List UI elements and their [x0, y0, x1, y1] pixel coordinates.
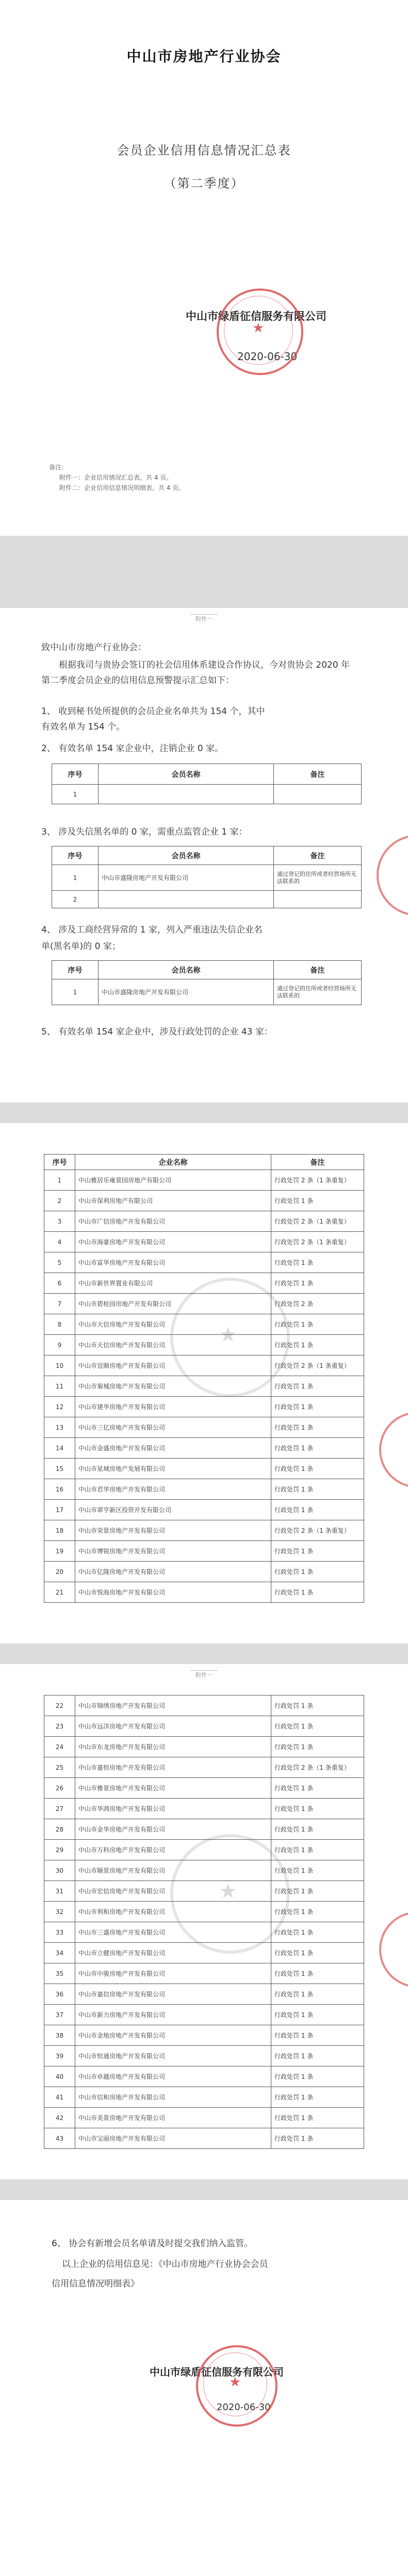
cell-index: 43	[44, 2128, 75, 2149]
table-row	[44, 1696, 364, 1716]
cell-index: 14	[44, 1438, 75, 1459]
item-4-line-b: 单(黑名单)的 0 家；	[41, 941, 121, 952]
cell-index: 9	[44, 1335, 75, 1355]
table-row	[44, 1902, 364, 1922]
table-row	[44, 1252, 364, 1273]
cell-index: 24	[44, 1737, 75, 1757]
table-row	[44, 1438, 364, 1459]
cell-name	[99, 785, 274, 804]
cell-remark: 行政处罚 1 条	[271, 1252, 364, 1273]
cell-name: 中山市海豪房地产开发有限公司	[75, 1232, 271, 1252]
cell-index: 35	[44, 1963, 75, 1984]
col-header-index: 序号	[52, 764, 99, 785]
table-row	[44, 2087, 364, 2108]
cover-page	[0, 0, 408, 536]
closing-date: 2020-06-30	[217, 2402, 271, 2413]
attachment-note-label: 备注：	[49, 464, 68, 471]
company-seal: ★	[196, 2345, 278, 2427]
table-row	[52, 785, 362, 804]
cell-name: 中山市中骏房地产开发有限公司	[75, 1963, 271, 1984]
cell-remark: 行政处罚 1 条	[271, 1696, 364, 1716]
cell-index: 41	[44, 2087, 75, 2108]
page-header-mark: 附件一	[0, 614, 408, 623]
cell-remark: 行政处罚 2 条（1 条重复）	[271, 1211, 364, 1232]
col-header-remark: 备注	[271, 1155, 364, 1170]
cell-name: 中山市万科房地产开发有限公司	[75, 1840, 271, 1860]
cell-name: 中山市荣景房地产开发有限公司	[75, 1520, 271, 1541]
cell-name: 中山市远洋房地产开发有限公司	[75, 1716, 271, 1737]
cell-name: 中山市广信房地产开发有限公司	[75, 1211, 271, 1232]
cell-name: 中山市宝丽房地产开发有限公司	[75, 2128, 271, 2149]
table-row	[44, 1500, 364, 1520]
cancelled-table	[52, 764, 362, 804]
cell-remark: 行政处罚 1 条	[271, 1459, 364, 1479]
table-row	[44, 1799, 364, 1819]
cell-remark: 行政处罚 1 条	[271, 2066, 364, 2087]
table-row	[44, 2005, 364, 2025]
table-row	[44, 1397, 364, 1417]
cell-name: 中山市美景房地产开发有限公司	[75, 2108, 271, 2128]
cell-name: 中山市建华房地产开发有限公司	[75, 1397, 271, 1417]
cell-index: 36	[44, 1984, 75, 2005]
table-row	[44, 1479, 364, 1500]
edge-seal	[379, 1911, 408, 1988]
cell-name: 中山市宏信房地产开发有限公司	[75, 1881, 271, 1902]
cell-remark: 行政处罚 1 条	[271, 1376, 364, 1397]
col-header-remark: 备注	[274, 764, 362, 785]
cell-name: 中山雅居乐雍景园房地产有限公司	[75, 1170, 271, 1191]
cell-remark: 行政处罚 1 条	[271, 1799, 364, 1819]
table-row	[44, 1355, 364, 1376]
item-6: 6、 协会有新增会员名单请及时提交我们纳入监管。	[52, 2239, 253, 2249]
watermark-seal: ★	[170, 1834, 290, 1954]
table-row	[44, 1737, 364, 1757]
cell-index: 30	[44, 1860, 75, 1881]
cell-remark: 行政处罚 1 条	[271, 1500, 364, 1520]
table-row	[44, 1273, 364, 1294]
intro-paragraph: 根据我司与贵协会签订的社会信用体系建设合作协议，今对贵协会 2020 年第二季度会员企业的信用信息预警提示汇总如下：	[41, 660, 350, 686]
cell-name: 中山市君华房地产开发有限公司	[75, 1479, 271, 1500]
cell-remark: 行政处罚 1 条	[271, 1397, 364, 1417]
watermark-seal: ★	[170, 1278, 290, 1397]
item-1-line-a: 1、 收到秘书处所提供的会员企业名单共为 154 个，其中	[41, 706, 265, 717]
table-row	[44, 1562, 364, 1582]
table-row	[44, 1943, 364, 1963]
cell-remark: 行政处罚 1 条	[271, 1902, 364, 1922]
cell-index: 28	[44, 1819, 75, 1840]
cell-remark: 行政处罚 2 条（1 条重复）	[271, 1355, 364, 1376]
cell-remark: 行政处罚 2 条（1 条重复）	[271, 1520, 364, 1541]
cell-name: 中山市嘉恒房地产开发有限公司	[75, 1757, 271, 1778]
cell-index: 37	[44, 2005, 75, 2025]
cell-index: 20	[44, 1562, 75, 1582]
col-header-index: 序号	[52, 846, 99, 865]
page-gap	[0, 1103, 408, 1123]
cell-name: 中山市三盛房地产开发有限公司	[75, 1922, 271, 1943]
cell-remark: 行政处罚 1 条	[271, 2005, 364, 2025]
cell-name: 中山市亿隆房地产开发有限公司	[75, 1562, 271, 1582]
attachment-note-2: 附件二：企业信用信息情况明细表，共 4 页。	[59, 484, 185, 492]
cell-remark: 行政处罚 1 条	[271, 2025, 364, 2046]
cell-index: 40	[44, 2066, 75, 2087]
cell-name: 中山市华鸿房地产开发有限公司	[75, 1799, 271, 1819]
table-row	[44, 1459, 364, 1479]
cell-index: 19	[44, 1541, 75, 1562]
table-row	[44, 1211, 364, 1232]
cell-name: 中山市翠亨新区投资开发有限公司	[75, 1500, 271, 1520]
cell-index: 4	[44, 1232, 75, 1252]
cell-name: 中山市信和房地产开发有限公司	[75, 2087, 271, 2108]
cell-remark: 行政处罚 1 条	[271, 1922, 364, 1943]
cell-remark	[274, 785, 362, 804]
cell-name: 中山市盛隆房地产开发有限公司	[99, 979, 274, 1005]
closing-page	[0, 2200, 408, 2576]
table-row	[44, 1757, 364, 1778]
closing-issuer: 中山市绿盾征信服务有限公司	[150, 2366, 284, 2378]
table-row	[44, 1881, 364, 1902]
penalty-page-1	[0, 1123, 408, 1643]
table-row	[44, 1335, 364, 1355]
table-row	[44, 1819, 364, 1840]
col-header-name: 会员名称	[99, 961, 274, 979]
cell-remark: 行政处罚 1 条	[271, 1438, 364, 1459]
table-row	[44, 1716, 364, 1737]
cell-index: 18	[44, 1520, 75, 1541]
cell-name: 中山市金华房地产开发有限公司	[75, 1819, 271, 1840]
cell-remark: 行政处罚 1 条	[271, 1479, 364, 1500]
table-row	[44, 1860, 364, 1881]
cell-remark: 行政处罚 1 条	[271, 1819, 364, 1840]
cell-name: 中山市博锐房地产开发有限公司	[75, 1541, 271, 1562]
cell-index: 1	[44, 1170, 75, 1191]
cell-remark: 行政处罚 1 条	[271, 2108, 364, 2128]
cell-name: 中山市菊城房地产开发有限公司	[75, 1376, 271, 1397]
cell-remark: 行政处罚 1 条	[271, 1191, 364, 1211]
cell-index: 2	[52, 891, 99, 908]
supervision-table	[52, 846, 362, 908]
cell-name: 中山市保利房地产有限公司	[75, 1191, 271, 1211]
table-row	[44, 2025, 364, 2046]
cell-remark: 行政处罚 2 条（1 条重复）	[271, 1232, 364, 1252]
cell-index: 32	[44, 1902, 75, 1922]
page-gap	[0, 1643, 408, 1664]
table-row	[44, 2046, 364, 2066]
cell-name: 中山市恒通房地产开发有限公司	[75, 2046, 271, 2066]
cell-index: 10	[44, 1355, 75, 1376]
cell-name: 中山市宜顺房地产开发有限公司	[75, 1355, 271, 1376]
table-row	[44, 1314, 364, 1335]
col-header-name: 会员名称	[99, 764, 274, 785]
penalty-page-2	[0, 1664, 408, 2179]
item-1-line-b: 有效名单为 154 个。	[41, 722, 125, 732]
cell-index: 27	[44, 1799, 75, 1819]
cell-name: 中山市新世界置业有限公司	[75, 1273, 271, 1294]
cell-index: 3	[44, 1211, 75, 1232]
cell-name: 中山市悦海房地产开发有限公司	[75, 1582, 271, 1603]
table-row	[44, 1984, 364, 2005]
cell-name: 中山市利和房地产开发有限公司	[75, 1902, 271, 1922]
cell-remark: 行政处罚 1 条	[271, 1737, 364, 1757]
cell-remark: 行政处罚 1 条	[271, 1716, 364, 1737]
cell-index: 8	[44, 1314, 75, 1335]
cell-index: 39	[44, 2046, 75, 2066]
cell-index: 13	[44, 1417, 75, 1438]
cell-index: 33	[44, 1922, 75, 1943]
cell-name: 中山市三亿房地产开发有限公司	[75, 1417, 271, 1438]
table-row	[44, 1922, 364, 1943]
cell-index: 2	[44, 1191, 75, 1211]
cell-index: 5	[44, 1252, 75, 1273]
cell-name: 中山市盛隆房地产开发有限公司	[99, 865, 274, 891]
table-row	[44, 1541, 364, 1562]
cover-issuer: 中山市绿盾征信服务有限公司	[186, 310, 327, 323]
cell-name: 中山市锦绣房地产开发有限公司	[75, 1696, 271, 1716]
cell-remark: 行政处罚 1 条	[271, 1984, 364, 2005]
table-row	[44, 1191, 364, 1211]
cell-index: 7	[44, 1294, 75, 1314]
cell-name: 中山市新力房地产开发有限公司	[75, 2005, 271, 2025]
cell-name: 中山市天信房地产开发有限公司	[75, 1335, 271, 1355]
cell-remark: 行政处罚 1 条	[271, 2087, 364, 2108]
salutation: 致中山市房地产行业协会：	[41, 642, 146, 653]
cell-index: 38	[44, 2025, 75, 2046]
table-row	[44, 1840, 364, 1860]
cell-index: 1	[52, 979, 99, 1005]
cell-index: 21	[44, 1582, 75, 1603]
table-row	[44, 2128, 364, 2149]
cell-remark: 行政处罚 1 条	[271, 1860, 364, 1881]
table-row	[44, 1376, 364, 1397]
cell-name: 中山市碧桂园房地产开发有限公司	[75, 1294, 271, 1314]
cell-name: 中山市大信房地产开发有限公司	[75, 1314, 271, 1335]
table-row	[44, 1963, 364, 1984]
cell-index: 34	[44, 1943, 75, 1963]
col-header-index: 序号	[52, 961, 99, 979]
cell-remark: 行政处罚 1 条	[271, 1943, 364, 1963]
cell-remark: 通过登记的住所或者经营场所无法联系的	[274, 979, 362, 1005]
closing-line-3: 信用信息情况明细表》	[52, 2279, 139, 2289]
cell-index: 1	[52, 865, 99, 891]
item-3: 3、 涉及失信黑名单的 0 家，需重点监管企业 1 家：	[41, 827, 248, 837]
col-header-name: 企业名称	[75, 1155, 271, 1170]
table-row	[44, 1232, 364, 1252]
cell-remark: 行政处罚 1 条	[271, 1273, 364, 1294]
cell-index: 11	[44, 1376, 75, 1397]
cell-remark: 行政处罚 1 条	[271, 2046, 364, 2066]
cover-date: 2020-06-30	[237, 350, 298, 363]
cell-remark: 行政处罚 1 条	[271, 1335, 364, 1355]
table-row	[52, 865, 362, 891]
cell-index: 26	[44, 1778, 75, 1799]
cell-name: 中山市金地房地产开发有限公司	[75, 2025, 271, 2046]
cell-name: 中山市东龙房地产开发有限公司	[75, 1737, 271, 1757]
cell-name: 中山市卓越房地产开发有限公司	[75, 2066, 271, 2087]
cell-remark: 行政处罚 2 条（1 条重复）	[271, 1757, 364, 1778]
cell-index: 42	[44, 2108, 75, 2128]
abnormal-table	[52, 960, 362, 1005]
cell-remark: 行政处罚 1 条	[271, 1417, 364, 1438]
cell-remark: 行政处罚 1 条	[271, 1582, 364, 1603]
cell-index: 29	[44, 1840, 75, 1860]
cell-index: 15	[44, 1459, 75, 1479]
item-4-line-a: 4、 涉及工商经营异常的 1 家，列入严重违法失信企业名	[41, 925, 263, 935]
cell-name: 中山市富华房地产开发有限公司	[75, 1252, 271, 1273]
page-gap	[0, 2179, 408, 2200]
table-row	[44, 1170, 364, 1191]
table-row	[44, 2066, 364, 2087]
cell-index: 12	[44, 1397, 75, 1417]
cell-remark: 行政处罚 1 条	[271, 1778, 364, 1799]
cell-name: 中山市顺景房地产开发有限公司	[75, 1860, 271, 1881]
cell-remark	[274, 891, 362, 908]
cell-name: 中山市立健房地产开发有限公司	[75, 1943, 271, 1963]
page-header-mark: 附件一	[0, 1670, 408, 1679]
cell-remark: 行政处罚 1 条	[271, 1562, 364, 1582]
table-row	[44, 1520, 364, 1541]
cell-remark: 行政处罚 1 条	[271, 2128, 364, 2149]
cell-index: 17	[44, 1500, 75, 1520]
table-row	[44, 1582, 364, 1603]
cell-name	[99, 891, 274, 908]
col-header-remark: 备注	[274, 961, 362, 979]
cell-name: 中山市嘉信房地产开发有限公司	[75, 1984, 271, 2005]
penalty-table-part-2	[44, 1695, 364, 2149]
penalty-table-part-1	[44, 1154, 364, 1603]
cell-index: 16	[44, 1479, 75, 1500]
cell-index: 25	[44, 1757, 75, 1778]
col-header-index: 序号	[44, 1155, 75, 1170]
closing-line-2: 以上企业的信用信息见：《中山市房地产行业协会会员	[62, 2259, 268, 2269]
cell-index: 31	[44, 1881, 75, 1902]
item-2: 2、 有效名单 154 家企业中，注销企业 0 家。	[41, 743, 224, 754]
cell-name: 中山市雅景房地产开发有限公司	[75, 1778, 271, 1799]
cell-index: 1	[52, 785, 99, 804]
cell-remark: 行政处罚 1 条	[271, 1541, 364, 1562]
edge-seal	[377, 835, 408, 916]
org-title: 中山市房地产行业协会	[126, 48, 282, 65]
cell-remark: 通过登记的住所或者经营场所无法联系的	[274, 865, 362, 891]
col-header-name: 会员名称	[99, 846, 274, 865]
attachment-note-1: 附件一：企业信用情况汇总表，共 4 页。	[59, 474, 173, 481]
cell-index: 6	[44, 1273, 75, 1294]
edge-seal	[379, 1412, 408, 1488]
cell-remark: 行政处罚 1 条	[271, 1963, 364, 1984]
cell-index: 22	[44, 1696, 75, 1716]
cell-index: 23	[44, 1716, 75, 1737]
table-row	[52, 891, 362, 908]
quarter-label: （第二季度）	[164, 176, 244, 191]
table-row	[44, 1778, 364, 1799]
cell-name: 中山市星域房地产发展有限公司	[75, 1459, 271, 1479]
table-row	[44, 1417, 364, 1438]
cell-remark: 行政处罚 1 条	[271, 1314, 364, 1335]
table-row	[44, 1294, 364, 1314]
report-title: 会员企业信用信息情况汇总表	[117, 143, 291, 158]
page-gap	[0, 536, 408, 608]
table-row	[52, 979, 362, 1005]
cell-remark: 行政处罚 1 条	[271, 1840, 364, 1860]
col-header-remark: 备注	[274, 846, 362, 865]
cell-remark: 行政处罚 2 条	[271, 1294, 364, 1314]
company-seal: ★	[217, 289, 303, 375]
item-5: 5、 有效名单 154 家企业中，涉及行政处罚的企业 43 家：	[41, 1027, 273, 1037]
cell-remark: 行政处罚 1 条	[271, 1881, 364, 1902]
table-row	[44, 2108, 364, 2128]
summary-page	[0, 608, 408, 1103]
cell-name: 中山市金盛房地产开发有限公司	[75, 1438, 271, 1459]
cell-remark: 行政处罚 2 条（1 条重复）	[271, 1170, 364, 1191]
